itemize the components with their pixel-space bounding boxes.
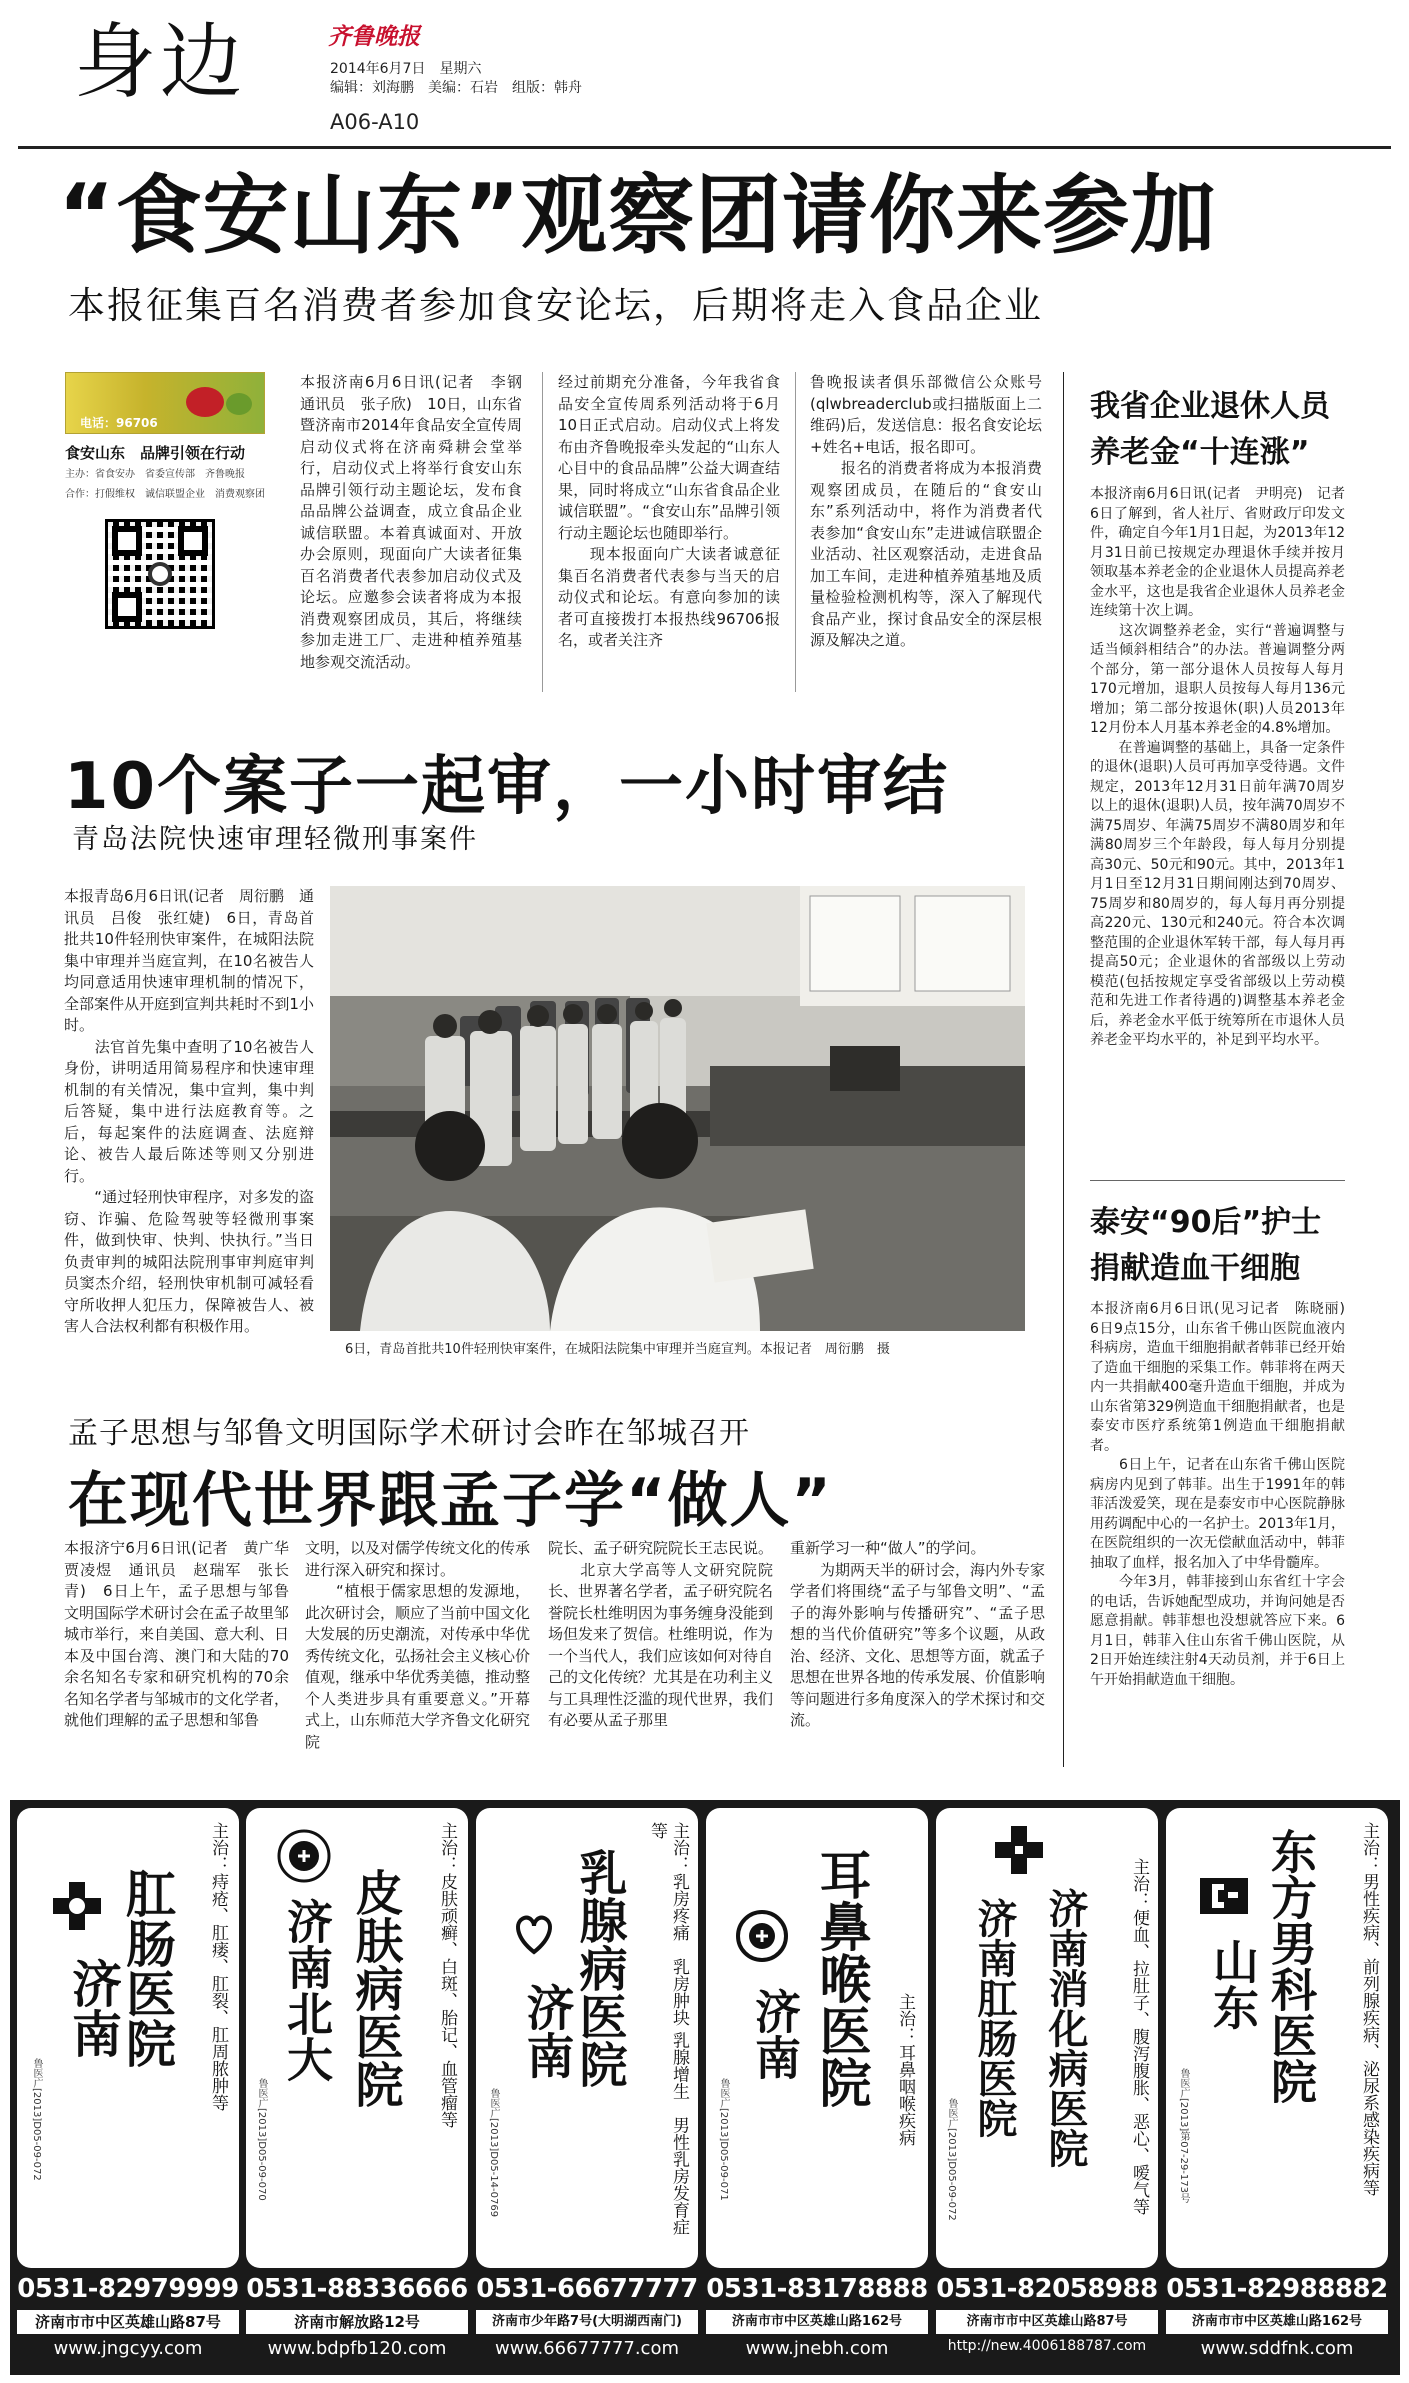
ad-treat: 主治：便血、拉肚子、腹泻腹胀、恶心、嗳气等 [1129,1858,1149,2215]
ad-website[interactable]: http://new.4006188787.com [947,2338,1147,2354]
ad-panel [246,1808,468,2268]
ad-treat: 主治：痔疮、肛瘘、肛裂、肛周脓肿等 [208,1822,228,2111]
ad-license: 鲁医广[2013]D05-09-071 [718,2078,729,2201]
ad-treat: 主治：耳鼻咽喉疾病 [895,1993,915,2146]
ad-phone[interactable]: 0531-88336666 [246,2274,468,2304]
ad-location: 山东 [1206,1938,1260,2030]
ad-panel [17,1808,239,2268]
ad-website[interactable]: www.sddfnk.com [1200,2338,1354,2359]
ad-breast-hospital[interactable] [476,1808,698,2368]
ad-website[interactable]: www.66677777.com [494,2338,680,2359]
ad-hospital-name: 济南消化病医院 [1042,1888,1089,2168]
story1-subhead: 本报征集百名消费者参加食安论坛，后期将走入食品企业 [68,284,1043,327]
ad-panel [476,1808,698,2268]
ad-license: 鲁医广[2013]D05-09-072 [946,2098,957,2221]
ear-emblem-icon [734,1908,790,1964]
story1-column-3: 鲁晚报读者俱乐部微信公众账号(qlwbreaderclub或扫描版面上二维码)后，发送信息：报名食安论坛+姓名+电话，报名即可。 报名的消费者将成为本报消费观察团成员，在随后的“食安山东”系列活动中，将作为消费者代表参加“食安山东”走进诚信联盟企业活动、社区观察活动，走进食品加工车间，走进种植养殖基地及质量检验检测机构等，深入了解现代食品产业，探讨食品安全的深层根源及解决之道。 [810,373,1042,649]
nurse-headline: 泰安“90后”护士捐献造血干细胞 [1090,1205,1322,1286]
ad-location: 济南 [64,1958,123,2058]
ad-address: 济南市市中区英雄山路87号 [17,2310,239,2334]
promo-meta-1: 主办：省食安办 省委宣传部 齐鲁晚报 [65,469,245,480]
ad-phone[interactable]: 0531-82058988 [936,2274,1158,2304]
newspaper-logo: 齐鲁晚报 [328,23,420,50]
promo-phone: 电话：96706 [80,416,158,430]
story2-subhead: 青岛法院快速审理轻微刑事案件 [72,824,478,855]
right-divider [1090,1180,1345,1181]
ad-andrology-hospital[interactable] [1166,1808,1388,2368]
pension-body: 本报济南6月6日讯(记者 尹明亮) 记者6日了解到，省人社厅、省财政厅印发文件，确定自今年1月1日起，为2013年12月31日前已按规定办理退休手续并按月领取基本养老金的企业退休人员提高养老金水平，这也是我省企业退休人员养老金连续第十次上调。 这次调整养老金，实行“普遍调整与适当倾斜相结合”的办法。普遍调整分两个部分，第一部分退休人员按每人每月170元增加，退职人员按每人每月136元增加；第二部分按退休(职)人员2013年12月份本人月基本养老金的4.8%增加。 在普遍调整的基础上，具备一定条件的退休(退职)人员可再加享受待遇。文件规定，2013年12月31日前年满70周岁以上的退休(退职)人员，按年满70周岁不满75周岁、年满75周岁不满80周岁和年满80周岁三个年龄段，每人每月分别提高30元、50元和90元。其中，2013年1月1日至12月31日期间刚达到70周岁、75周岁和80周岁的，每人每月再分别提高220元、130元和240元。符合本次调整范围的企业退休军转干部，每人每月再提高50元；企业退休的省部级以上劳动模范(包括按规定享受省部级以上劳动模范和先进工作者待遇的)调整基本养老金后，养老金水平低于统筹所在市退休人员养老金平均水平的，补足到平均水平。 [1090,486,1345,1048]
ad-panel [706,1808,928,2268]
ad-phone[interactable]: 0531-82979999 [17,2274,239,2304]
courtroom-photo [330,886,1025,1331]
column-divider [542,372,543,692]
ad-location: 济南 [748,1988,802,2080]
story3-column-3: 院长、孟子研究院院长王志民说。 北京大学高等人文研究院院长、世界著名学者，孟子研究院名誉院长杜维明因为事务缠身没能到场但发来了贺信。杜维明说，作为一个当代人，我们应该如何对待自己的文化传统？尤其是在功利主义与工具理性泛滥的现代世界，我们有必要从孟子那里 [548,1539,774,1729]
story3-column-4: 重新学习一种“做人”的学问。 为期两天半的研讨会，海内外专家学者们将围绕“孟子与邹鲁文明”、“孟子的海外影响与传播研究”、“孟子思想的当代价值研究”等多个议题，从政治、经济、文化、思想等方面，就孟子思想在世界各地的传承发展、价值影响等问题进行多角度深入的学术探讨和交流。 [790,1539,1046,1729]
ad-license: 鲁医广[2013]D05-09-070 [256,2078,267,2201]
ad-address: 济南市市中区英雄山路162号 [1166,2310,1388,2334]
ad-address: 济南市解放路12号 [246,2310,468,2334]
right-column-rule [1063,372,1064,1767]
ad-location: 济南北大 [280,1898,334,2082]
ad-phone[interactable]: 0531-83178888 [706,2274,928,2304]
column-divider [795,372,796,692]
vegetable-graphic [226,393,252,415]
promo-title: 食安山东 品牌引领在行动 [65,444,246,462]
ad-treat: 主治：乳房疼痛 乳房肿块 乳腺增生 男性乳房发育症等 [647,1822,689,2236]
promo-meta-2: 合作：打假维权 诚信联盟企业 消费观察团 [65,489,265,500]
ad-treat: 主治：皮肤顽癣、白斑、胎记、血管瘤等 [437,1822,457,2128]
story1-headline: “食安山东”观察团请你来参加 [58,166,1218,266]
ad-panel [936,1808,1158,2268]
ad-phone[interactable]: 0531-66677777 [476,2274,698,2304]
ad-skin-hospital[interactable] [246,1808,468,2368]
qr-code-icon[interactable] [105,519,215,629]
story3-kicker: 孟子思想与邹鲁文明国际学术研讨会昨在邹城召开 [68,1416,750,1451]
ad-address: 济南市市中区英雄山路162号 [706,2310,928,2334]
pension-headline: 我省企业退休人员养老金“十连涨” [1090,389,1330,470]
header-rule [18,146,1391,149]
hospital-logo-icon [1196,1868,1252,1924]
food-safety-promo [65,372,278,674]
ad-location: 济南肛肠医院 [971,1898,1018,2138]
ad-hospital-name: 乳腺病医院 [571,1848,627,2088]
story1-column-2: 经过前期充分准备，今年我省食品安全宣传周系列活动将于6月10日正式启动。启动仪式上将发布由齐鲁晚报牵头发起的“山东人心目中的食品品牌”公益大调查结果，同时将成立“山东省食品企业诚信联盟”。“食安山东”品牌引领行动主题论坛也随即举行。 现本报面向广大读者诚意征集百名消费者代表参与当天的启动仪式和论坛。有意向参加的读者可直接拨打本报热线96706报名，或者关注齐 [558,373,780,649]
page-range: A06-A10 [330,110,420,134]
ad-phone[interactable]: 0531-82988882 [1166,2274,1388,2304]
section-title: 身边 [74,15,247,110]
ad-ent-hospital[interactable] [706,1808,928,2368]
promo-banner [65,372,265,434]
ad-website[interactable]: www.jngcyy.com [53,2338,203,2359]
ad-address: 济南市市中区英雄山路87号 [936,2310,1158,2334]
ad-license: 鲁医广[2013]D05-14-0769 [488,2088,499,2218]
ad-digestive-hospital[interactable] [936,1808,1158,2368]
story3-column-2: 文明，以及对儒学传统文化的传承进行深入研究和探讨。 “植根于儒家思想的发源地，此次研讨会，顺应了当前中国文化大发展的历史潮流，对传承中华优秀传统文化，弘扬社会主义核心价值观，继承中华优秀美德，推动整个人类进步具有重要意义。”开幕式上，山东师范大学齐鲁文化研究院 [305,1539,531,1751]
issue-date: 2014年6月7日 星期六 [330,61,482,77]
hospital-emblem-icon [276,1828,332,1884]
ad-hospital-name: 肛肠医院 [118,1868,177,2068]
nurse-body: 本报济南6月6日讯(见习记者 陈晓丽) 6日9点15分，山东省千佛山医院血液内科病房，造血干细胞捐献者韩菲已经开始了造血干细胞的采集工作。韩菲将在两天内一共捐献400毫升造血干细胞，并成为山东省第329例造血干细胞捐献者，也是泰安市医疗系统第1例造血干细胞捐献者。 6日上午，记者在山东省千佛山医院病房内见到了韩菲。出生于1991年的韩菲活泼爱笑，现在是泰安市中心医院静脉用药调配中心的一名护士。2013年1月，在医院组织的一次无偿献血活动中，韩菲抽取了血样，报名加入了中华骨髓库。 今年3月，韩菲接到山东省红十字会的电话，告诉她配型成功，并询问她是否愿意捐献。韩菲想也没想就答应下来。6月1日，韩菲入住山东省千佛山医院，从2日开始连续注射4天动员剂，并于6日上午开始捐献造血干细胞。 [1090,1301,1345,1688]
ad-hospital-name: 耳鼻喉医院 [810,1848,871,2108]
ad-panel [1166,1808,1388,2268]
ad-website[interactable]: www.bdpfb120.com [267,2338,447,2359]
ad-license: 鲁医广[2013]D05-09-072 [31,2058,42,2181]
story2-body: 本报青岛6月6日讯(记者 周衍鹏 通讯员 吕俊 张红婕) 6日，青岛首批共10件轻刑快审案件，在城阳法院集中审理并当庭宣判，在10名被告人均同意适用快速审理机制的情况下，全部案件从开庭到宣判共耗时不到1小时。 法官首先集中查明了10名被告人身份，讲明适用简易程序和快速审理机制的有关情况，集中宣判，集中判后答疑，集中进行法庭教育等。之后，每起案件的法庭调查、法庭辩论、被告人最后陈述等则又分别进行。 “通过轻刑快审程序，对多发的盗窃、诈骗、危险驾驶等轻微刑事案件，做到快审、快判、快执行。”当日负责审判的城阳法院刑事审判庭审判员窦杰介绍，轻刑快审机制可减轻看守所收押人犯压力，保障被告人、被害人合法权利都有积极作用。 [64,887,314,1335]
ad-hospital-name: 东方男科医院 [1264,1828,1318,2104]
ad-treat: 主治：男性疾病、前列腺疾病、泌尿系感染疾病等 [1359,1822,1379,2196]
ad-location: 济南 [518,1983,574,2079]
ad-website[interactable]: www.jnebh.com [745,2338,889,2359]
story2-headline: 10个案子一起审，一小时审结 [64,750,950,824]
medical-cross-icon [991,1822,1047,1878]
story3-column-1: 本报济宁6月6日讯(记者 黄广华 贾凌煜 通讯员 赵瑞军 张长青) 6日上午，孟子思想与邹鲁文明国际学术研讨会在孟子故里邹城市举行，来自美国、意大利、日本及中国台湾、澳门和大陆的70余名知名专家和研究机构的70余名知名学者与邹城市的文化学者，就他们理解的孟子思想和邹鲁 [64,1539,305,1729]
editors-line: 编辑：刘海鹏 美编：石岩 组版：韩舟 [330,80,582,96]
ad-address: 济南市少年路7号(大明湖西南门) [476,2310,698,2334]
story1-column-1: 本报济南6月6日讯(记者 李钢 通讯员 张子欣) 10日，山东省暨济南市2014年食品安全宣传周启动仪式将在济南舜耕会堂举行，启动仪式上将举行食安山东品牌引领行动主题论坛，发布食品品牌公益调查，成立食品企业诚信联盟。本着真诚面对、开放办会原则，现面向广大读者征集百名消费者代表参加启动仪式及论坛。应邀参会读者将成为本报消费观察团成员，其后，将继续参加走进工厂、走进种植养殖基地参观交流活动。 [300,373,538,671]
story3-headline: 在现代世界跟孟子学“做人” [68,1466,833,1536]
ad-anorectal-hospital[interactable] [17,1808,239,2368]
medical-cross-icon [49,1878,105,1934]
photo-caption: 6日，青岛首批共10件轻刑快审案件，在城阳法院集中审理并当庭宣判。本报记者 周衍鹏 摄 [345,1342,890,1357]
ad-hospital-name: 皮肤病医院 [347,1868,403,2108]
tomato-graphic [186,387,224,417]
ribbon-icon [506,1908,562,1964]
ad-license: 鲁医广[2013]第07-29-173号 [1178,2068,1189,2204]
